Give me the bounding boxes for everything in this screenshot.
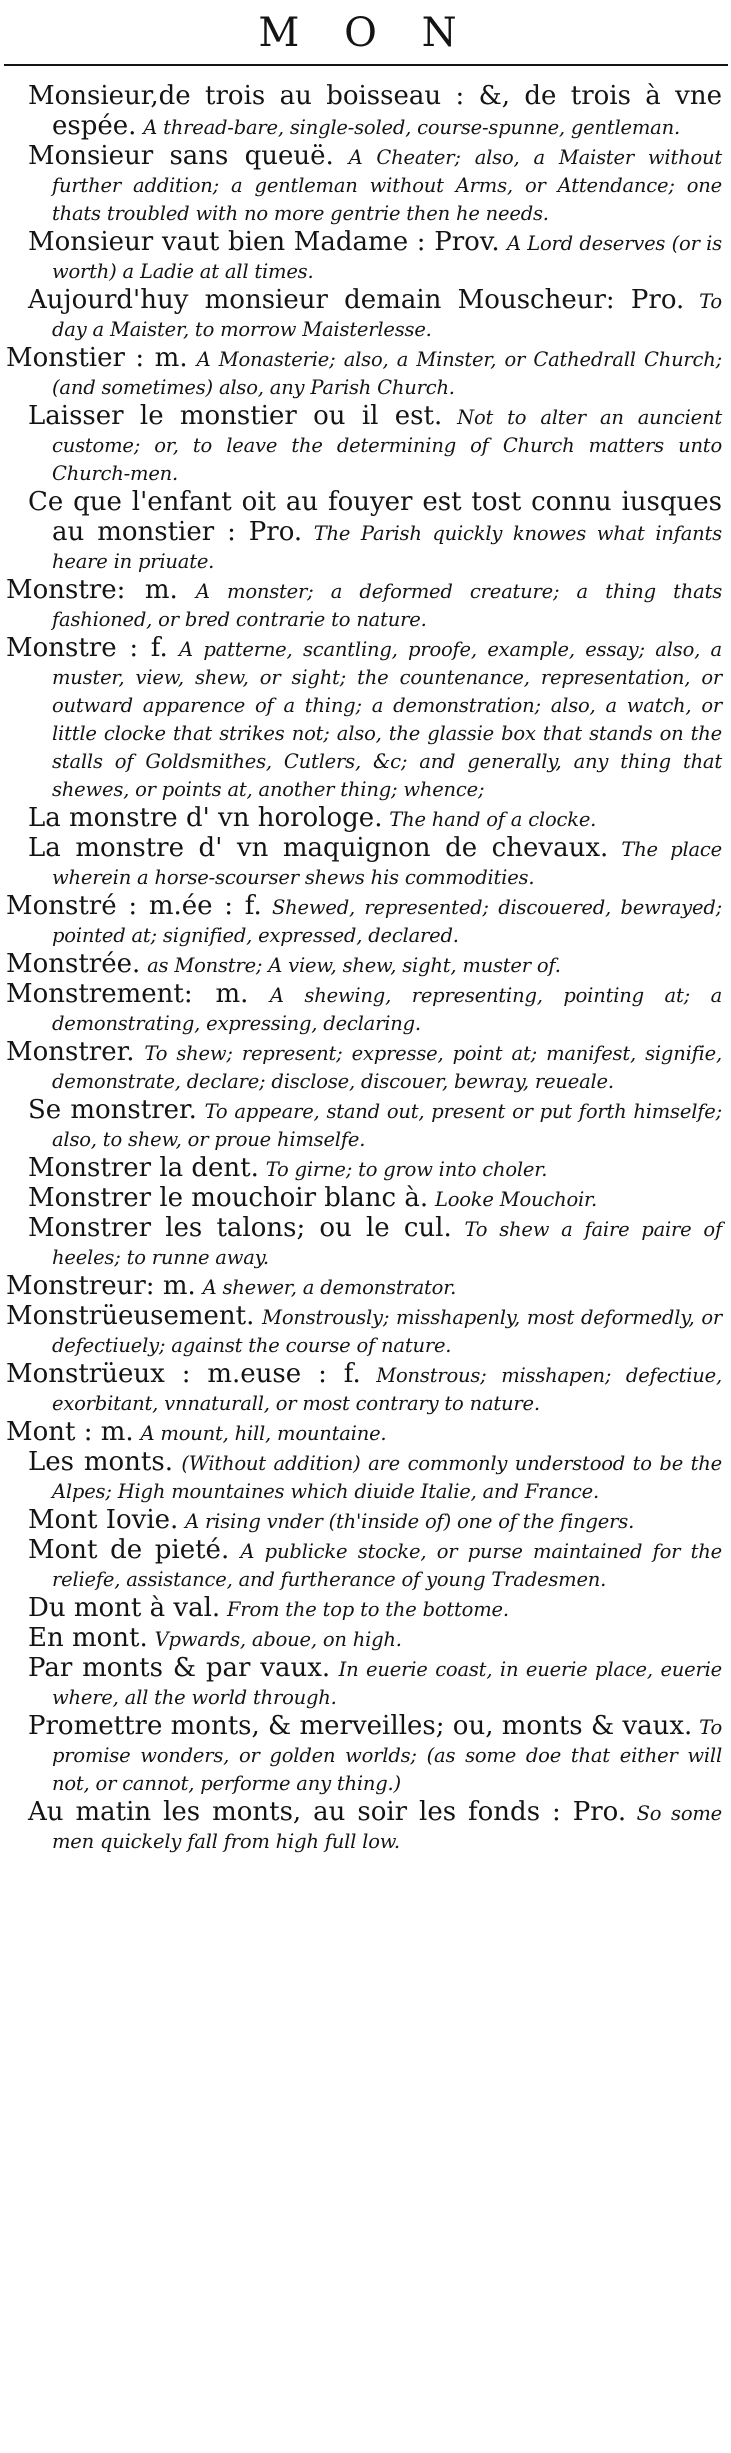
entry-definition: Looke Mouchoir. (434, 1188, 598, 1211)
dictionary-entry (6, 286, 722, 344)
entry-definition: Monstrous; misshapen; defectiue, exorbitant, vnnaturall, or most contrary to nature. (52, 1364, 722, 1415)
entry-definition: The Parish quickly knowes what infants heare in priuate. (52, 522, 722, 573)
dictionary-entry (6, 834, 722, 892)
entry-headword: Monstrée. (6, 949, 141, 979)
entry-headword: Monsieur vaut bien Madame : Prov. (28, 227, 500, 257)
entry-headword: Monstre : f. (6, 633, 168, 663)
entry-headword: Au matin les monts, au soir les fonds : Pro. (28, 1797, 627, 1827)
header-rule (4, 64, 728, 66)
entry-headword: Monstre: m. (6, 575, 178, 605)
entry-headword: Monstier : m. (6, 343, 188, 373)
entry-definition: A monster; a deformed creature; a thing thats fashioned, or bred contrarie to nature. (52, 580, 723, 631)
entry-definition: A shewer, a demonstrator. (202, 1276, 457, 1299)
entry-definition: In euerie coast, in euerie place, euerie where, all the world through. (52, 1658, 722, 1709)
dictionary-entry (6, 980, 722, 1038)
entry-headword: Du mont à val. (28, 1593, 221, 1623)
dictionary-entry (6, 1214, 722, 1272)
entry-headword: Monstrüeusement. (6, 1301, 255, 1331)
entry-definition: To girne; to grow into choler. (265, 1158, 548, 1181)
dictionary-entries (6, 82, 722, 1856)
entry-definition: A publicke stocke, or purse maintained for the reliefe, assistance, and furtherance of young Tradesmen. (52, 1540, 722, 1591)
entry-headword: Les monts. (28, 1447, 173, 1477)
entry-definition: The place wherein a horse-scourser shews his commodities. (52, 838, 722, 889)
entry-headword: Promettre monts, & merveilles; ou, monts & vaux. (28, 1711, 693, 1741)
dictionary-entry (6, 1536, 722, 1594)
entry-definition: To promise wonders, or golden worlds; (as some doe that either will not, or cannot, performe any thing.) (52, 1716, 722, 1795)
entry-definition: A shewing, representing, pointing at; a demonstrating, expressing, declaring. (52, 984, 722, 1035)
entry-headword: Monstrer le mouchoir blanc à. (28, 1183, 429, 1213)
dictionary-entry (6, 804, 722, 834)
entry-definition: Monstrously; misshapenly, most deformedly, or defectiuely; against the course of nature. (52, 1306, 722, 1357)
dictionary-entry (6, 1624, 722, 1654)
page-header-title: M O N (258, 10, 473, 56)
dictionary-entry (6, 344, 722, 402)
dictionary-entry (6, 488, 722, 576)
dictionary-entry (6, 1798, 722, 1856)
entry-headword: Monstrer. (6, 1037, 135, 1067)
entry-headword: Mont Iovie. (28, 1505, 179, 1535)
entry-headword: Monsieur sans queuë. (28, 141, 334, 171)
entry-definition: The hand of a clocke. (389, 808, 597, 831)
dictionary-entry (6, 1360, 722, 1418)
entry-definition: To shew a faire paire of heeles; to runne away. (52, 1218, 722, 1269)
dictionary-entry (6, 1302, 722, 1360)
entry-definition: (Without addition) are commonly understood to be the Alpes; High mountaines which diuide Italie, and France. (52, 1452, 722, 1503)
entry-headword: Monstreur: m. (6, 1271, 196, 1301)
entry-definition: To day a Maister, to morrow Maisterlesse. (52, 290, 722, 341)
dictionary-entry (6, 402, 722, 488)
entry-definition: A thread-bare, single-soled, course-spunne, gentleman. (143, 116, 680, 139)
dictionary-entry (6, 1184, 722, 1214)
entry-definition: A Lord deserves (or is worth) a Ladie at all times. (52, 232, 722, 283)
entry-definition: A rising vnder (th'inside of) one of the fingers. (185, 1510, 635, 1533)
entry-headword: Par monts & par vaux. (28, 1653, 331, 1683)
dictionary-entry (6, 576, 722, 634)
dictionary-entry (6, 1594, 722, 1624)
entry-definition: A Cheater; also, a Maister without further addition; a gentleman without Arms, or Attendance; one thats troubled with no more gentrie then he needs. (52, 146, 722, 225)
entry-definition: A patterne, scantling, proofe, example, essay; also, a muster, view, shew, or sight; the countenance, representation, or outward apparence of a thing; a demonstration; also, a watch, or little clocke that strikes not; also, the glassie box that stands on the stalls of Goldsmithes, Cutlers, &c; and generally, any thing that shewes, or points at, another thing; whence; (52, 638, 722, 801)
entry-headword: Ce que l'enfant oit au fouyer est tost connu iusques au monstier : Pro. (28, 487, 722, 547)
entry-definition: From the top to the bottome. (227, 1598, 509, 1621)
entry-headword: La monstre d' vn maquignon de chevaux. (28, 833, 609, 863)
dictionary-entry (6, 1654, 722, 1712)
entry-headword: Se monstrer. (28, 1095, 197, 1125)
entry-definition: To appeare, stand out, present or put forth himselfe; also, to shew, or proue himselfe. (52, 1100, 722, 1151)
dictionary-entry (6, 1712, 722, 1798)
dictionary-entry (6, 1096, 722, 1154)
entry-headword: Aujourd'huy monsieur demain Mouscheur: Pro. (28, 285, 685, 315)
entry-headword: Mont : m. (6, 1417, 134, 1447)
entry-headword: Mont de pieté. (28, 1535, 230, 1565)
dictionary-entry (6, 892, 722, 950)
entry-headword: Monstré : m.ée : f. (6, 891, 262, 921)
entry-definition: To shew; represent; expresse, point at; manifest, signifie, demonstrate, declare; disclose, discouer, bewray, reueale. (52, 1042, 722, 1093)
dictionary-entry (6, 1154, 722, 1184)
entry-definition: A Monasterie; also, a Minster, or Cathedrall Church; (and sometimes) also, any Parish Church. (52, 348, 723, 399)
dictionary-entry (6, 1418, 722, 1448)
entry-headword: Monsieur,de trois au boisseau : &, de trois à vne espée. (28, 81, 722, 141)
entry-definition: A mount, hill, mountaine. (140, 1422, 387, 1445)
entry-definition: Vpwards, aboue, on high. (154, 1628, 402, 1651)
dictionary-entry (6, 950, 722, 980)
dictionary-entry (6, 1272, 722, 1302)
dictionary-entry (6, 1506, 722, 1536)
entry-headword: Monstrer les talons; ou le cul. (28, 1213, 452, 1243)
dictionary-entry (6, 82, 722, 142)
entry-headword: Monstrement: m. (6, 979, 249, 1009)
dictionary-entry (6, 634, 722, 804)
entry-headword: En mont. (28, 1623, 148, 1653)
entry-definition: Not to alter an auncient custome; or, to leave the determining of Church matters unto Church-men. (52, 406, 722, 485)
entry-definition: as Monstre; A view, shew, sight, muster of. (147, 954, 561, 977)
entry-headword: Monstrüeux : m.euse : f. (6, 1359, 361, 1389)
dictionary-entry (6, 1038, 722, 1096)
entry-headword: Monstrer la dent. (28, 1153, 259, 1183)
entry-headword: Laisser le monstier ou il est. (28, 401, 443, 431)
entry-definition: So some men quickely fall from high full low. (52, 1802, 722, 1853)
dictionary-entry (6, 1448, 722, 1506)
dictionary-entry (6, 142, 722, 228)
dictionary-entry (6, 228, 722, 286)
entry-definition: Shewed, represented; discouered, bewrayed; pointed at; signified, expressed, declared. (52, 896, 722, 947)
entry-headword: La monstre d' vn horologe. (28, 803, 383, 833)
